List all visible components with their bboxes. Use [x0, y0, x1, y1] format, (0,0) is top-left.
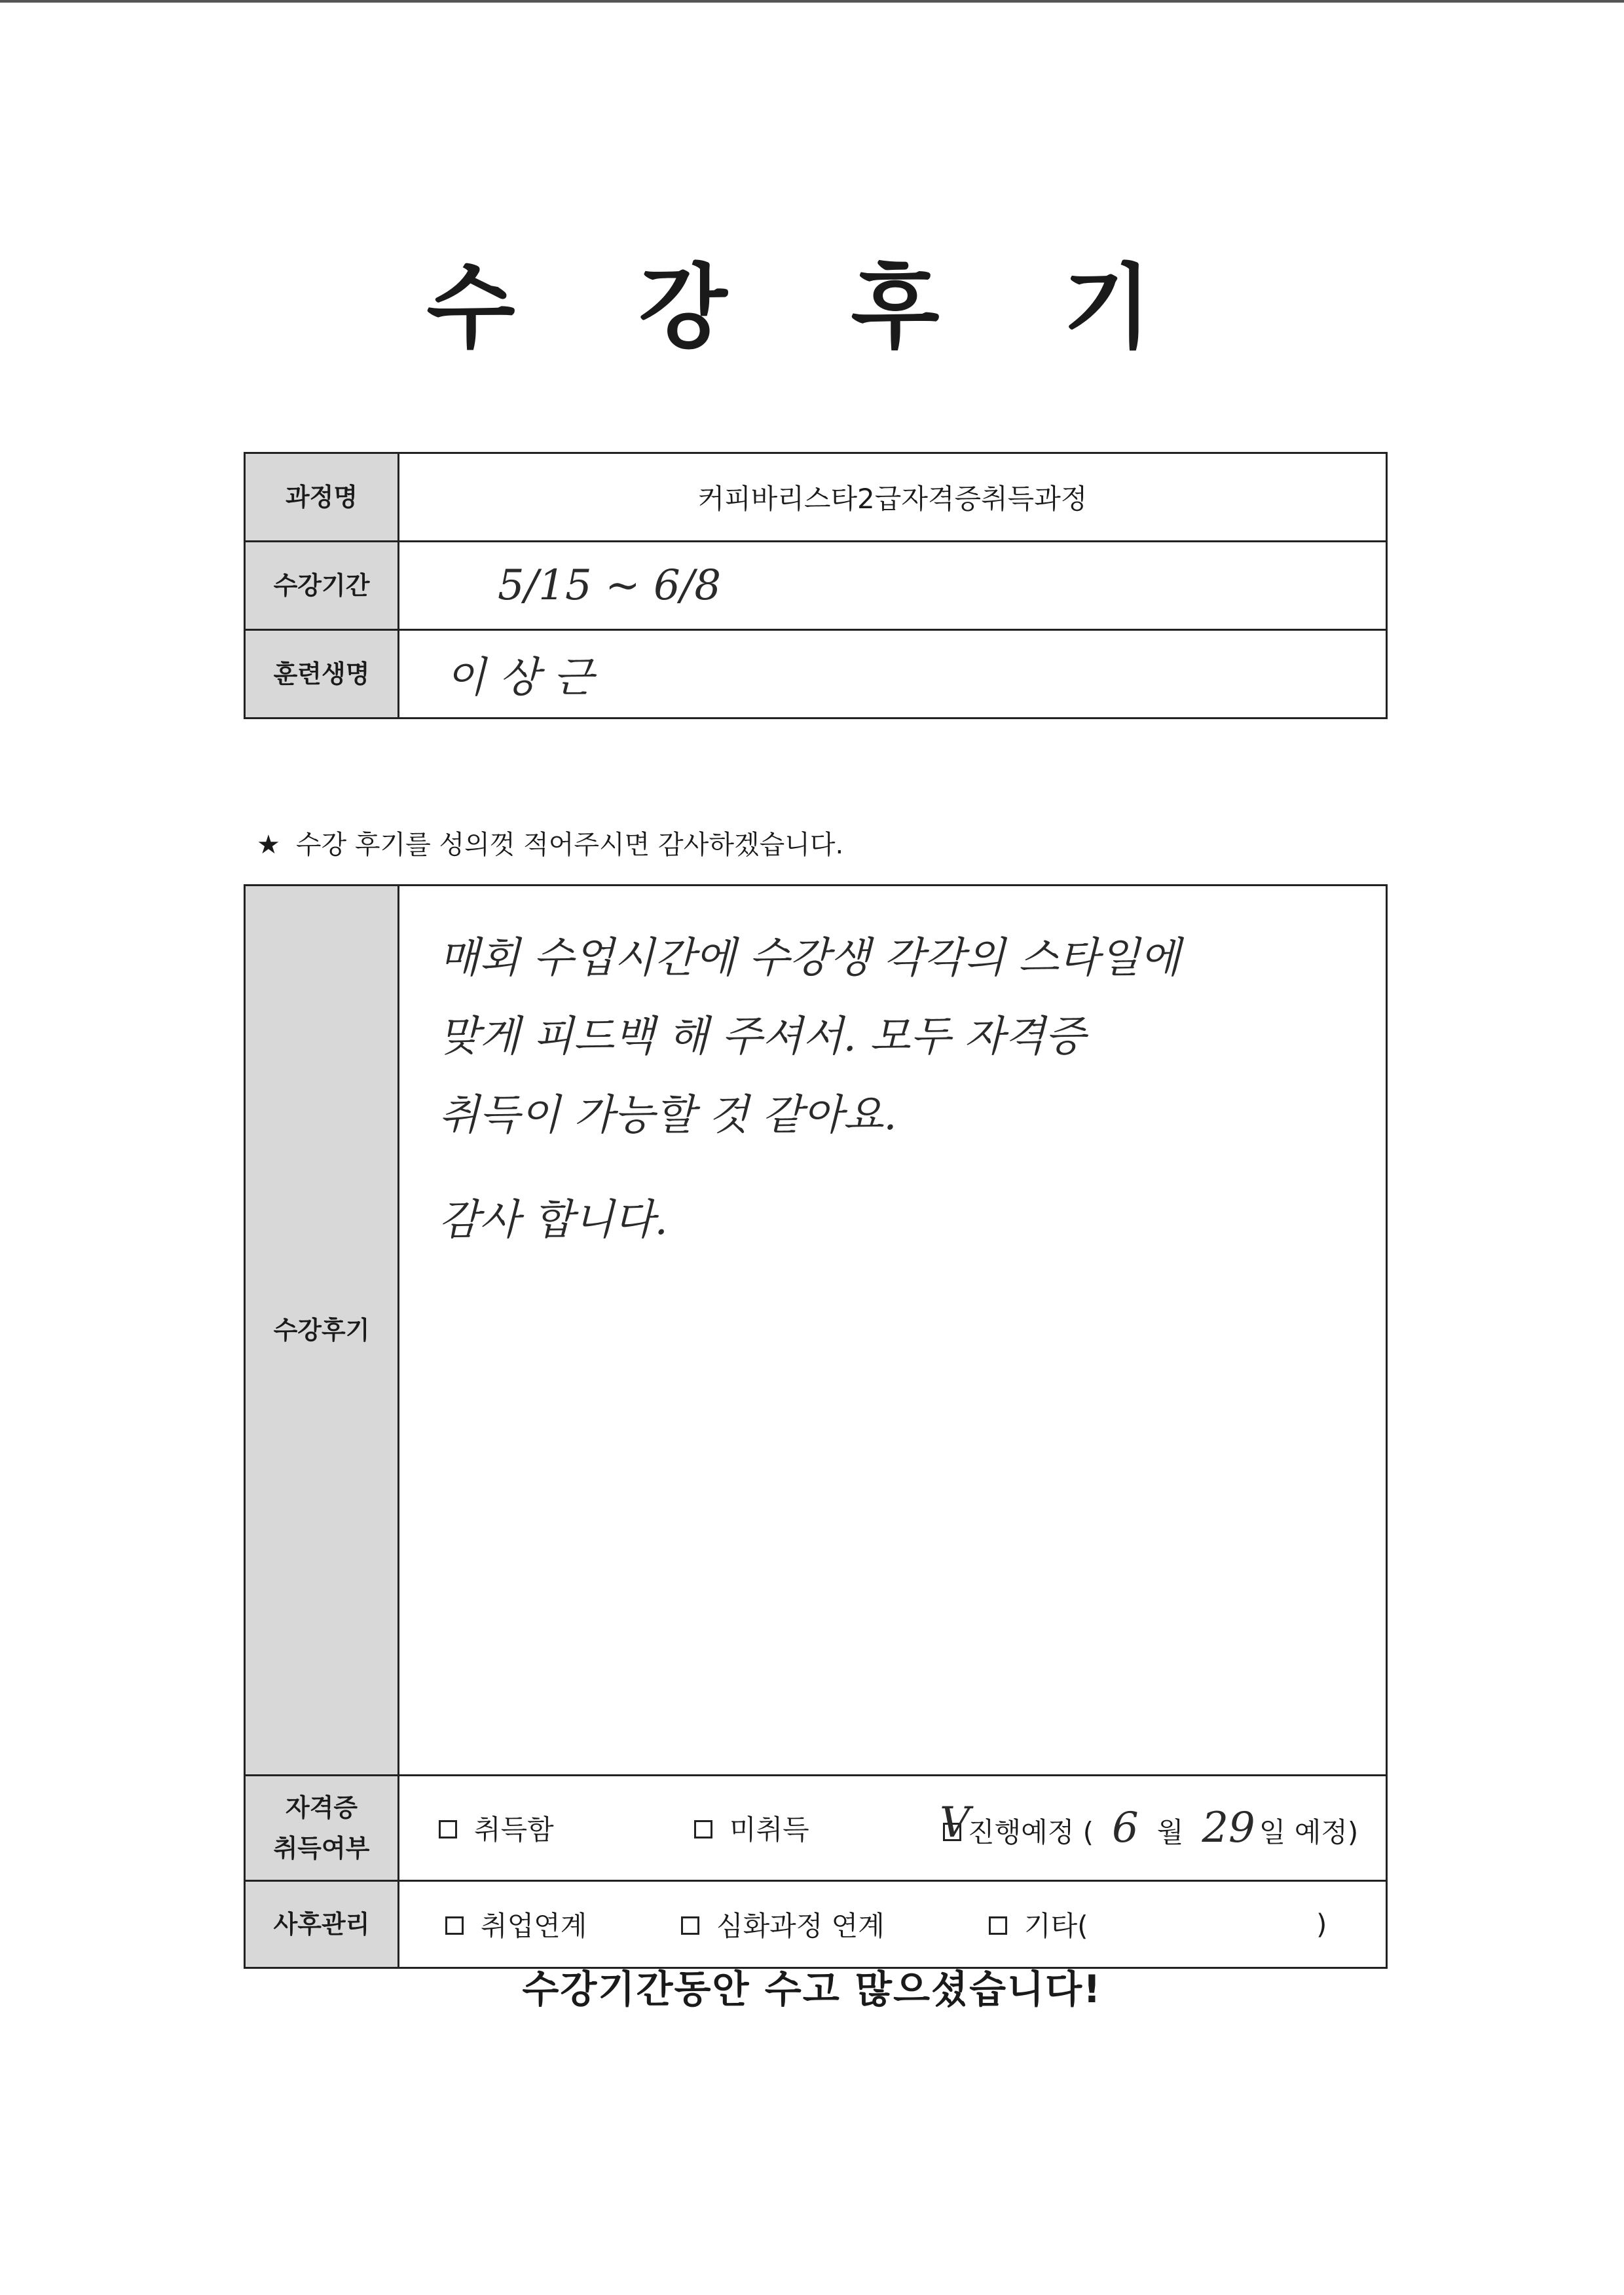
scan-edge-line — [0, 0, 1624, 3]
certificate-label-line-1: 자격증 — [285, 1793, 358, 1822]
scheduled-month-value: 6 — [1112, 1804, 1139, 1852]
review-table — [244, 884, 1388, 1969]
option-not-obtained-label: 미취득 — [729, 1814, 809, 1846]
certificate-options — [399, 1776, 1387, 1881]
review-line-3: 취득이 가능할 것 같아요. — [439, 1091, 897, 1140]
trainee-label: 훈련생명 — [245, 630, 399, 718]
course-value: 커피바리스타2급자격증취득과정 — [399, 453, 1387, 542]
option-scheduled[interactable] — [940, 1798, 1359, 1852]
closing-message: 수강기간동안 수고 많으셨습니다! — [522, 1967, 1102, 2011]
period-handwritten-value: 5/15 ~ 6/8 — [498, 561, 722, 610]
review-line-1: 매회 수업시간에 수강생 각각의 스타일에 — [439, 934, 1181, 982]
trainee-row — [245, 630, 1387, 718]
review-label: 수강후기 — [245, 886, 399, 1776]
certificate-row — [245, 1776, 1387, 1881]
review-line-4: 감사 합니다. — [439, 1196, 668, 1244]
option-scheduled-label: 진행예정 ( — [968, 1816, 1094, 1848]
review-row — [245, 886, 1387, 1776]
scheduled-day-value: 29 — [1202, 1804, 1255, 1852]
checkbox-not-obtained[interactable] — [694, 1820, 712, 1838]
checkbox-advanced[interactable] — [681, 1916, 699, 1935]
scheduled-month-unit: 월 — [1156, 1816, 1184, 1848]
scheduled-day-unit: 일 예정) — [1259, 1816, 1359, 1848]
option-other[interactable] — [989, 1905, 1088, 1944]
page-title: 수 강 후 기 — [426, 254, 1198, 362]
checkbox-other[interactable] — [989, 1916, 1007, 1935]
course-row — [245, 453, 1387, 542]
option-job-label: 취업연계 — [481, 1910, 587, 1942]
star-icon: ★ — [257, 830, 280, 860]
review-text-area[interactable] — [399, 886, 1387, 1776]
aftercare-row — [245, 1881, 1387, 1968]
checkbox-obtained[interactable] — [439, 1820, 457, 1838]
certificate-label-line-2: 취득여부 — [273, 1834, 370, 1863]
option-advanced[interactable] — [681, 1905, 885, 1944]
certificate-label — [245, 1776, 399, 1881]
check-mark-icon: V — [940, 1798, 970, 1847]
option-not-obtained[interactable] — [694, 1808, 809, 1848]
period-label: 수강기간 — [245, 542, 399, 630]
course-label: 과정명 — [245, 453, 399, 542]
checkbox-scheduled[interactable] — [940, 1798, 970, 1847]
period-row — [245, 542, 1387, 630]
review-gap — [439, 1155, 1386, 1181]
review-line-2: 맞게 피드백 해 주셔서. 모두 자격증 — [439, 1013, 1086, 1061]
option-other-close: ) — [1316, 1908, 1327, 1941]
option-obtained-label: 취득함 — [474, 1814, 554, 1846]
option-advanced-label: 심화과정 연계 — [716, 1910, 885, 1942]
trainee-cell[interactable] — [399, 630, 1387, 718]
trainee-handwritten-name: 이 상 근 — [445, 654, 594, 702]
aftercare-options — [399, 1881, 1387, 1968]
period-cell[interactable] — [399, 542, 1387, 630]
course-info-table — [244, 452, 1388, 719]
notice-message: 수강 후기를 성의껏 적어주시면 감사하겠습니다. — [295, 830, 844, 860]
notice-text — [257, 827, 843, 863]
option-other-label: 기타( — [1024, 1910, 1088, 1942]
checkbox-job[interactable] — [445, 1916, 464, 1935]
aftercare-label: 사후관리 — [245, 1881, 399, 1968]
option-job[interactable] — [445, 1905, 587, 1944]
option-obtained[interactable] — [439, 1808, 554, 1848]
